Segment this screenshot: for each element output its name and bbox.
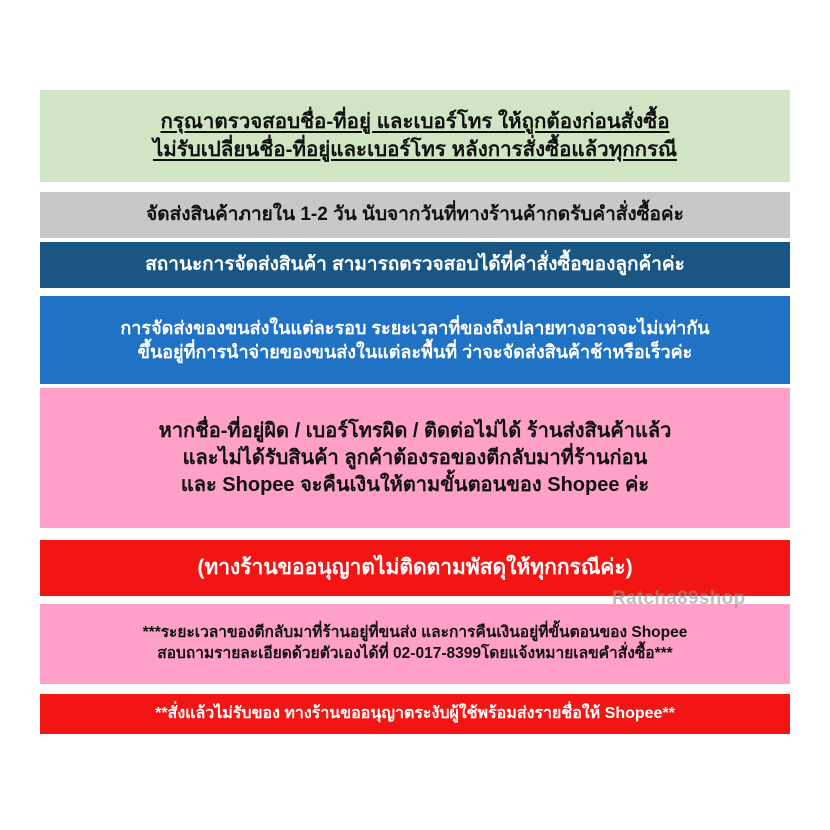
carrier-blue-line-1: การจัดส่งของขนส่งในแต่ละรอบ ระยะเวลาที่ของถึงปลายทางอาจจะไม่เท่ากัน [120,317,710,338]
no-tracking-banner-red [40,540,790,596]
notice-banner-green [40,90,790,182]
wrong-address-line-1: หากชื่อ-ที่อยู่ผิด / เบอร์โทรผิด / ติดต่อไม่ได้ ร้านส่งสินค้าแล้ว [158,419,672,442]
order-status-banner-darkblue [40,242,790,288]
no-tracking-line-1: (ทางร้านขออนุญาตไม่ติดตามพัสดุให้ทุกกรณีค่ะ) [197,555,633,579]
wrong-address-line-3: และ Shopee จะคืนเงินให้ตามขั้นตอนของ Shopee ค่ะ [180,473,650,496]
warning-red-line-1: **สั่งแล้วไม่รับของ ทางร้านขออนุญาตระงับผู้ใช้พร้อมส่งรายชื่อให้ Shopee** [155,705,675,723]
shop-watermark: Ratcha89shop [612,588,746,609]
wrong-address-line-2: และไม่ได้รับสินค้า ลูกค้าต้องรอของตีกลับมาที่ร้านก่อน [182,446,648,469]
carrier-info-banner-blue [40,296,790,384]
status-darkblue-line-1: สถานะการจัดส่งสินค้า สามารถตรวจสอบได้ที่คำสั่งซื้อของลูกค้าค่ะ [145,254,685,276]
refund-note-line-1: ***ระยะเวลาของตีกลับมาที่ร้านอยู่ที่ขนส่ง และการคืนเงินอยู่ที่ขั้นตอนของ Shopee [142,624,688,642]
notice-green-line-2: ไม่รับเปลี่ยนชื่อ-ที่อยู่และเบอร์โทร หลังการสั่งซื้อแล้วทุกกรณี [152,138,678,161]
shipping-time-banner-grey [40,192,790,238]
refund-note-line-2: สอบถามรายละเอียดด้วยตัวเองได้ที่ 02-017-8399โดยแจ้งหมายเลขคำสั่งซื้อ*** [157,645,673,662]
wrong-address-banner-pink [40,388,790,528]
warning-banner-red [40,694,790,734]
notice-green-line-1: กรุณาตรวจสอบชื่อ-ที่อยู่ และเบอร์โทร ให้ถูกต้องก่อนสั่งซื้อ [160,110,670,134]
shipping-grey-line-1: จัดส่งสินค้าภายใน 1-2 วัน นับจากวันที่ทางร้านค้ากดรับคำสั่งซื้อค่ะ [146,204,684,226]
carrier-blue-line-2: ขึ้นอยู่ที่การนำจ่ายของขนส่งในแต่ละพื้นที่ ว่าจะจัดส่งสินค้าช้าหรือเร็วค่ะ [137,342,693,362]
refund-note-banner-pink [40,604,790,684]
